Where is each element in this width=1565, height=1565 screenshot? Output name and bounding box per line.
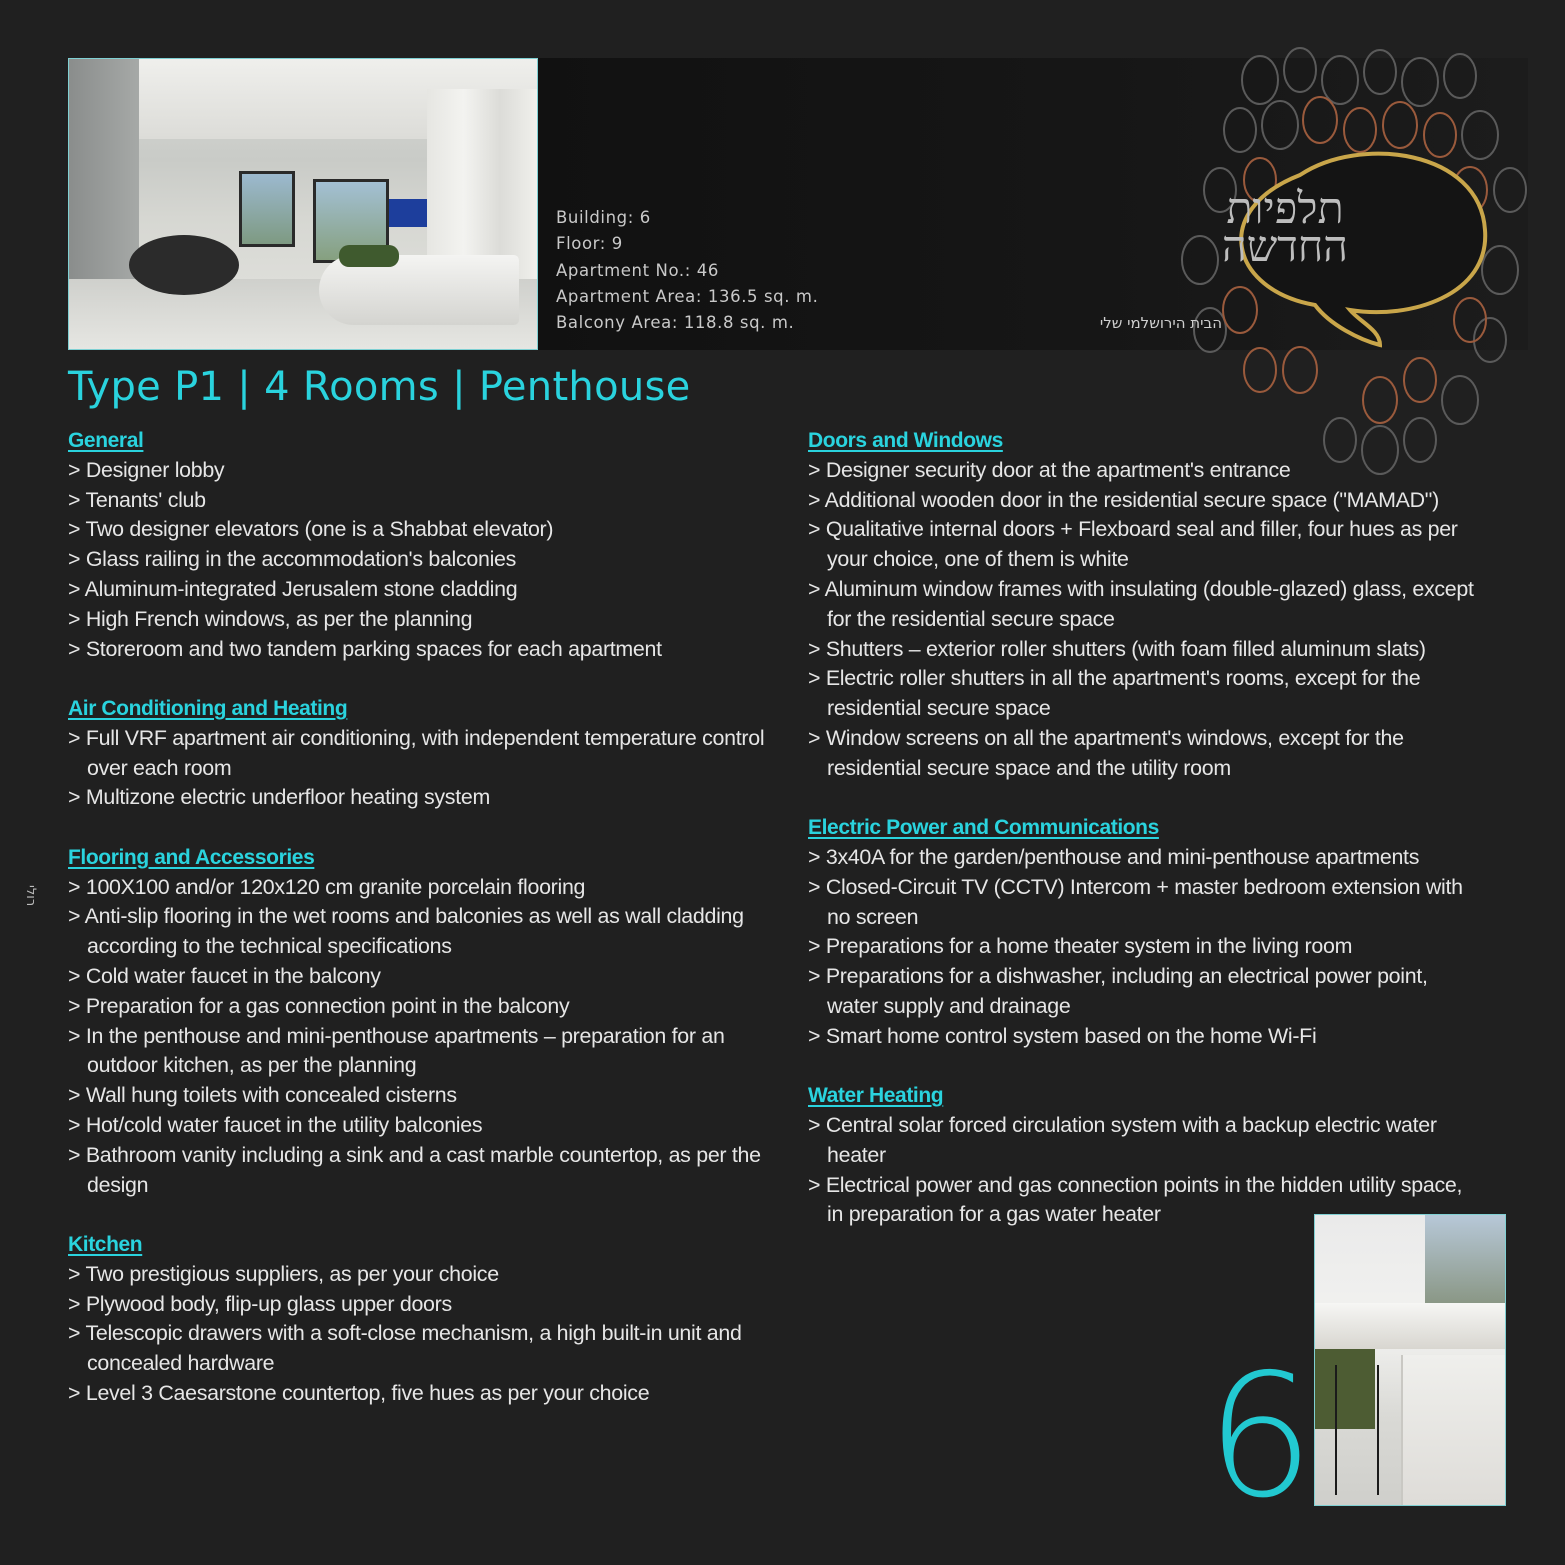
section-heading: Doors and Windows xyxy=(808,429,1003,452)
balcony-area: Balcony Area: 118.8 sq. m. xyxy=(556,313,795,333)
spec-section xyxy=(808,426,1478,784)
spec-section xyxy=(68,694,788,813)
spec-item: > Preparations for a home theater system in the living room xyxy=(808,932,1478,962)
logo-tagline: הבית הירושלמי שלי xyxy=(1099,314,1222,332)
spec-item: > Plywood body, flip-up glass upper doors xyxy=(68,1290,788,1320)
spec-section xyxy=(68,426,788,664)
spec-section xyxy=(808,813,1478,1051)
spec-item: > Designer security door at the apartment's entrance xyxy=(808,456,1478,486)
apartment-area: Apartment Area: 136.5 sq. m. xyxy=(556,286,819,306)
spec-item: > Full VRF apartment air conditioning, with independent temperature control over each room xyxy=(68,724,788,784)
spec-item: > Multizone electric underfloor heating system xyxy=(68,783,788,813)
spec-item: > Two prestigious suppliers, as per your choice xyxy=(68,1260,788,1290)
spec-item: > Preparation for a gas connection point in the balcony xyxy=(68,992,788,1022)
spec-item: > Aluminum-integrated Jerusalem stone cladding xyxy=(68,575,788,605)
spec-item: > Cold water faucet in the balcony xyxy=(68,962,788,992)
page-number: 6 xyxy=(1206,1338,1315,1536)
spec-item: > High French windows, as per the planning xyxy=(68,605,788,635)
spec-item: > In the penthouse and mini-penthouse apartments – preparation for an outdoor kitchen, as per the planning xyxy=(68,1022,788,1082)
building-number: Building: 6 xyxy=(556,208,651,227)
spec-section xyxy=(68,1230,788,1409)
spec-item: > Electrical power and gas connection points in the hidden utility space, in preparation for a gas water heater xyxy=(808,1171,1478,1231)
spec-item: > Aluminum window frames with insulating (double-glazed) glass, except for the residential secure space xyxy=(808,575,1478,635)
section-heading: Water Heating xyxy=(808,1084,944,1108)
spec-item: > Level 3 Caesarstone countertop, five hues as per your choice xyxy=(68,1379,788,1409)
spec-item: > Electric roller shutters in all the apartment's rooms, except for the residential secure space xyxy=(808,664,1478,724)
section-heading: Air Conditioning and Heating xyxy=(68,696,348,720)
logo-wordmark: תלפיות החדשה xyxy=(1221,184,1349,272)
spec-item: > 3x40A for the garden/penthouse and mini-penthouse apartments xyxy=(808,843,1478,873)
spec-item: > Anti-slip flooring in the wet rooms and balconies as well as wall cladding according to the technical specifications xyxy=(68,902,788,962)
spec-item: > Bathroom vanity including a sink and a cast marble countertop, as per the design xyxy=(68,1141,788,1201)
apartment-info xyxy=(556,205,818,336)
section-heading: General xyxy=(68,429,144,452)
section-heading: Electric Power and Communications xyxy=(808,816,1159,840)
kitchen-render-image xyxy=(1314,1214,1506,1506)
spec-item: > Storeroom and two tandem parking spaces for each apartment xyxy=(68,635,788,665)
spec-item: > Closed-Circuit TV (CCTV) Intercom + master bedroom extension with no screen xyxy=(808,873,1478,933)
spec-item: > Shutters – exterior roller shutters (with foam filled aluminum slats) xyxy=(808,635,1478,665)
spec-item: > Tenants' club xyxy=(68,486,788,516)
spec-section xyxy=(808,1081,1478,1230)
living-room-render-image xyxy=(68,58,538,350)
spec-item: > Window screens on all the apartment's windows, except for the residential secure space and the utility room xyxy=(808,724,1478,784)
spec-item: > Central solar forced circulation system with a backup electric water heater xyxy=(808,1111,1478,1171)
spec-section xyxy=(68,843,788,1201)
section-heading: Flooring and Accessories xyxy=(68,845,315,869)
page-title: Type P1 | 4 Rooms | Penthouse xyxy=(68,364,691,410)
floor-number: Floor: 9 xyxy=(556,234,623,254)
section-heading: Kitchen xyxy=(68,1232,143,1256)
spec-item: > Glass railing in the accommodation's balconies xyxy=(68,545,788,575)
spec-item: > 100X100 and/or 120x120 cm granite porcelain flooring xyxy=(68,873,788,903)
spec-item: > Qualitative internal doors + Flexboard seal and filler, four hues as per your choice, one of them is white xyxy=(808,515,1478,575)
spec-item: > Additional wooden door in the residential secure space ("MAMAD") xyxy=(808,486,1478,516)
spec-item: > Designer lobby xyxy=(68,456,788,486)
spec-item: > Wall hung toilets with concealed cisterns xyxy=(68,1081,788,1111)
spec-item: > Preparations for a dishwasher, including an electrical power point, water supply and drainage xyxy=(808,962,1478,1022)
side-label: רולי xyxy=(23,885,38,907)
spec-item: > Hot/cold water faucet in the utility balconies xyxy=(68,1111,788,1141)
right-spec-column xyxy=(808,426,1478,1260)
spec-item: > Telescopic drawers with a soft-close mechanism, a high built-in unit and concealed hardware xyxy=(68,1319,788,1379)
spec-item: > Smart home control system based on the home Wi-Fi xyxy=(808,1022,1478,1052)
left-spec-column xyxy=(68,426,788,1438)
spec-item: > Two designer elevators (one is a Shabbat elevator) xyxy=(68,515,788,545)
apartment-number: Apartment No.: 46 xyxy=(556,260,719,280)
